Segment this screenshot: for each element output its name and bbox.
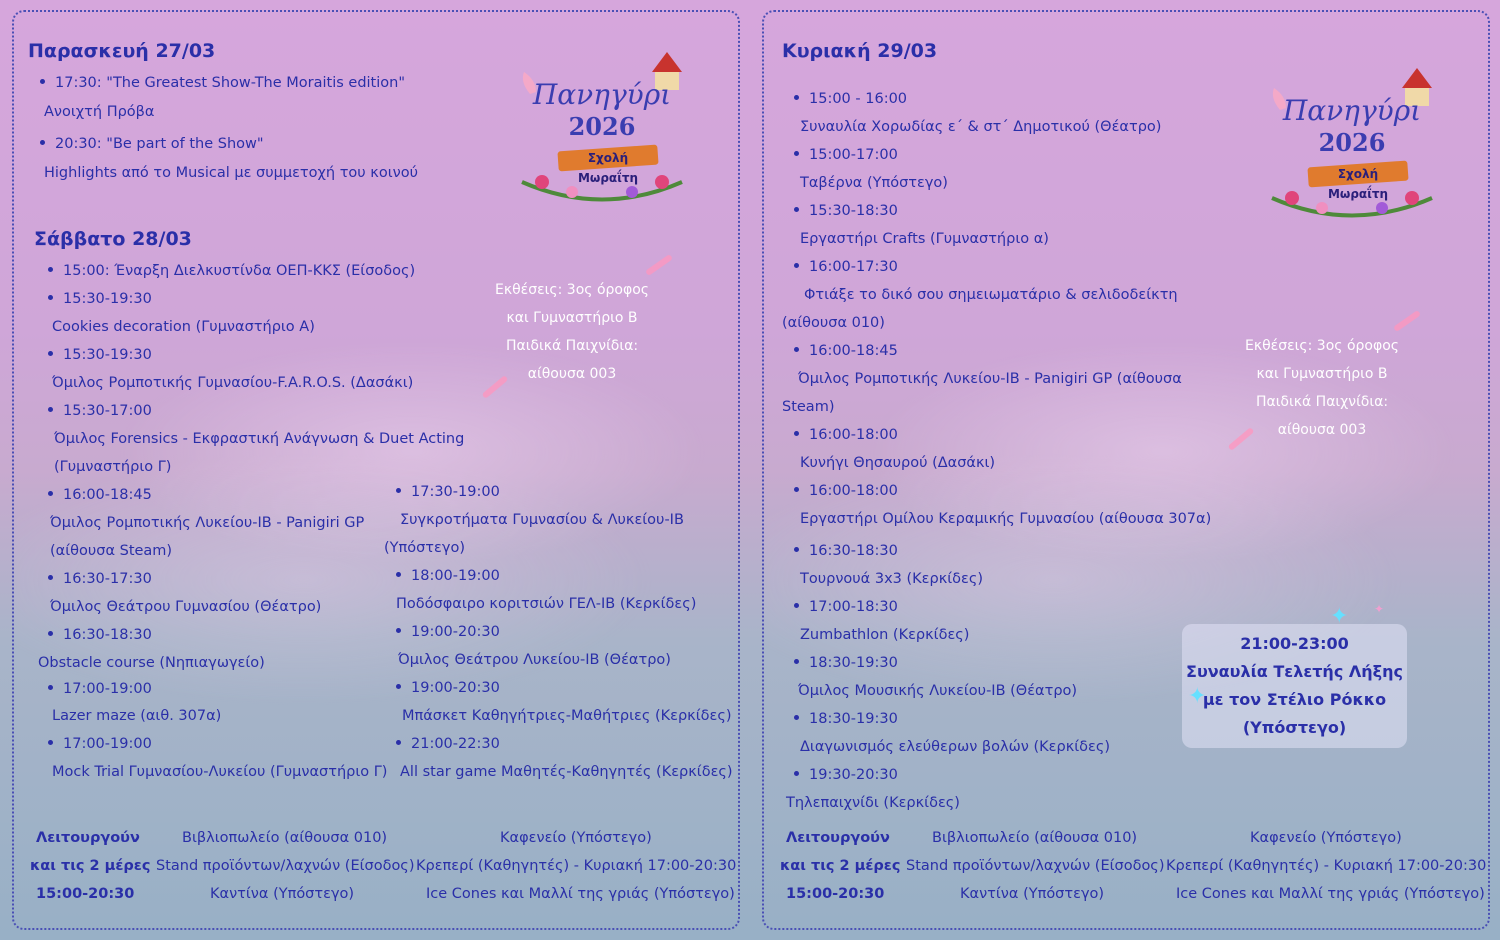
concert-time: 21:00-23:00 (1240, 634, 1349, 653)
logo-year: 2026 (1318, 128, 1386, 157)
festival-logo (502, 42, 702, 202)
footer-hours-3: 15:00-20:30 (786, 886, 885, 902)
list-item-desc: Highlights από το Musical με συμμετοχή του κοινού (44, 165, 418, 181)
list-item-desc: Εργαστήρι Crafts (Γυμναστήριο α) (800, 231, 1049, 247)
list-item: 21:00-22:30 (396, 735, 500, 753)
list-item: 15:00-17:00 (794, 146, 898, 164)
bullet-icon (794, 347, 799, 352)
bullet-icon (794, 487, 799, 492)
footer-stand: Stand προϊόντων/λαχνών (Είσοδος) (906, 858, 1165, 874)
sparkle-icon: ✦ (1330, 604, 1349, 629)
list-item: 16:00-18:45 (48, 486, 152, 504)
bullet-icon (794, 547, 799, 552)
list-item-desc: Διαγωνισμός ελεύθερων βολών (Κερκίδες) (800, 739, 1111, 755)
list-item-desc: Cookies decoration (Γυμναστήριο Α) (52, 319, 315, 335)
list-item: 16:00-18:45 (794, 342, 898, 360)
list-item: 15:00: Έναρξη Διελκυστίνδα ΟΕΠ-ΚΚΣ (Είσοδος) (48, 262, 415, 280)
list-item-desc: Όμιλος Θεάτρου Γυμνασίου (Θέατρο) (50, 599, 322, 615)
concert-artist: με τον Στέλιο Ρόκκο (1202, 690, 1387, 709)
exhibitions-info: Εκθέσεις: 3ος όροφος και Γυμναστήριο Β Παιδικά Παιχνίδια: αίθουσα 003 (495, 282, 649, 382)
list-item-desc: (αίθουσα Steam) (50, 543, 173, 559)
bullet-icon (794, 603, 799, 608)
list-item: 16:00-18:00 (794, 482, 898, 500)
list-item-desc: Συγκροτήματα Γυμνασίου & Λυκείου-ΙΒ (400, 512, 684, 528)
footer-creperie: Κρεπερί (Καθηγητές) - Κυριακή 17:00-20:30 (416, 858, 737, 874)
bullet-icon (48, 685, 53, 690)
list-item: 15:30-18:30 (794, 202, 898, 220)
bullet-icon (48, 267, 53, 272)
bullet-icon (396, 628, 401, 633)
list-item-desc: Obstacle course (Νηπιαγωγείο) (38, 655, 265, 671)
logo-title: Πανηγύρι (532, 78, 672, 111)
list-item: 15:30-19:30 (48, 290, 152, 308)
list-item: 16:30-18:30 (48, 626, 152, 644)
list-item-desc: Μπάσκετ Καθηγήτριες-Μαθήτριες (Κερκίδες) (402, 708, 732, 724)
exhibitions-info: Εκθέσεις: 3ος όροφος και Γυμναστήριο Β Παιδικά Παιχνίδια: αίθουσα 003 (1245, 338, 1399, 438)
list-item: 19:30-20:30 (794, 766, 898, 784)
bullet-icon (794, 715, 799, 720)
bullet-icon (48, 295, 53, 300)
footer-stand: Stand προϊόντων/λαχνών (Είσοδος) (156, 858, 415, 874)
list-item-desc: All star game Μαθητές-Καθηγητές (Κερκίδες) (400, 764, 733, 780)
list-item: 20:30: "Be part of the Show" (40, 135, 264, 153)
footer-bookstore: Βιβλιοπωλείο (αίθουσα 010) (932, 830, 1138, 846)
footer-hours-1: Λειτουργούν (786, 830, 890, 846)
bullet-icon (48, 407, 53, 412)
list-item: 18:30-19:30 (794, 654, 898, 672)
decor-swoosh (1393, 310, 1421, 332)
footer-creperie: Κρεπερί (Καθηγητές) - Κυριακή 17:00-20:30 (1166, 858, 1487, 874)
bullet-icon (48, 351, 53, 356)
bullet-icon (48, 740, 53, 745)
footer-hours-2: και τις 2 μέρες (30, 858, 151, 874)
festival-logo (1252, 58, 1452, 218)
list-item-desc: Συναυλία Χορωδίας ε΄ & στ΄ Δημοτικού (Θέατρο) (800, 119, 1162, 135)
bullet-icon (396, 740, 401, 745)
list-item-desc: Ανοιχτή Πρόβα (44, 104, 155, 120)
bullet-icon (794, 207, 799, 212)
list-item-desc: Όμιλος Θεάτρου Λυκείου-ΙΒ (Θέατρο) (398, 652, 671, 668)
bullet-icon (794, 95, 799, 100)
list-item: 18:00-19:00 (396, 567, 500, 585)
list-item-desc: Lazer maze (αιθ. 307α) (52, 708, 222, 724)
bullet-icon (794, 771, 799, 776)
logo-year: 2026 (568, 112, 636, 141)
saturday-title: Σάββατο 28/03 (34, 228, 192, 250)
list-item: 17:00-19:00 (48, 735, 152, 753)
list-item-desc: Mock Trial Γυμνασίου-Λυκείου (Γυμναστήριο Γ) (52, 764, 388, 780)
list-item: 17:30-19:00 (396, 483, 500, 501)
list-item: 17:00-19:00 (48, 680, 152, 698)
list-item: 16:30-18:30 (794, 542, 898, 560)
footer-ice-cones: Ice Cones και Μαλλί της γριάς (Υπόστεγο) (1176, 886, 1485, 902)
list-item-desc: Όμιλος Μουσικής Λυκείου-ΙΒ (Θέατρο) (798, 683, 1078, 699)
list-item: 16:00-17:30 (794, 258, 898, 276)
list-item-desc: Ταβέρνα (Υπόστεγο) (800, 175, 948, 191)
list-item-desc: Όμιλος Ρομποτικής Λυκείου-ΙΒ - Panigiri GP (αίθουσα (798, 371, 1182, 387)
footer-canteen: Καντίνα (Υπόστεγο) (960, 886, 1105, 902)
bullet-icon (48, 631, 53, 636)
right-panel (762, 10, 1490, 930)
list-item-desc: Zumbathlon (Κερκίδες) (800, 627, 970, 643)
bullet-icon (40, 140, 45, 145)
list-item-desc: (αίθουσα 010) (782, 315, 885, 331)
bullet-icon (396, 684, 401, 689)
friday-title: Παρασκευή 27/03 (28, 40, 216, 62)
footer-bookstore: Βιβλιοπωλείο (αίθουσα 010) (182, 830, 388, 846)
list-item-desc: Κυνήγι Θησαυρού (Δασάκι) (800, 455, 996, 471)
footer-hours-3: 15:00-20:30 (36, 886, 135, 902)
list-item-desc: (Υπόστεγο) (384, 540, 465, 556)
bullet-icon (48, 491, 53, 496)
sparkle-icon: ✦ (1188, 684, 1207, 709)
concert-title: Συναυλία Τελετής Λήξης (1186, 662, 1403, 681)
list-item-desc: (Γυμναστήριο Γ) (54, 459, 172, 475)
bullet-icon (794, 151, 799, 156)
bullet-icon (794, 263, 799, 268)
sunday-title: Κυριακή 29/03 (782, 40, 938, 62)
list-item: 19:00-20:30 (396, 679, 500, 697)
list-item-desc: Όμιλος Ρομποτικής Λυκείου-ΙΒ - Panigiri GP (50, 515, 365, 531)
bullet-icon (794, 659, 799, 664)
footer-hours-1: Λειτουργούν (36, 830, 140, 846)
list-item-desc: Όμιλος Forensics - Εκφραστική Ανάγνωση & Duet Acting (54, 431, 465, 447)
closing-concert-box (1182, 624, 1407, 748)
sparkle-icon: ✦ (1374, 602, 1385, 616)
logo-title: Πανηγύρι (1282, 94, 1422, 127)
list-item-desc: Steam) (782, 399, 835, 415)
list-item: 15:00 - 16:00 (794, 90, 907, 108)
logo-banner: Σχολή Μωραΐτη (1327, 167, 1389, 201)
list-item: 19:00-20:30 (396, 623, 500, 641)
footer-cafe: Καφενείο (Υπόστεγο) (1250, 830, 1402, 846)
bullet-icon (40, 79, 45, 84)
decor-swoosh (645, 254, 673, 276)
list-item: 17:00-18:30 (794, 598, 898, 616)
bullet-icon (396, 572, 401, 577)
footer-cafe: Καφενείο (Υπόστεγο) (500, 830, 652, 846)
list-item-desc: Τηλεπαιχνίδι (Κερκίδες) (786, 795, 960, 811)
list-item: 18:30-19:30 (794, 710, 898, 728)
concert-venue: (Υπόστεγο) (1242, 718, 1347, 737)
list-item: 16:00-18:00 (794, 426, 898, 444)
list-item-desc: Τουρνουά 3x3 (Κερκίδες) (800, 571, 984, 587)
list-item: 16:30-17:30 (48, 570, 152, 588)
left-panel (12, 10, 740, 930)
list-item: 17:30: "The Greatest Show-The Moraitis edition" (40, 74, 405, 92)
bullet-icon (794, 431, 799, 436)
footer-canteen: Καντίνα (Υπόστεγο) (210, 886, 355, 902)
bullet-icon (396, 488, 401, 493)
footer-hours-2: και τις 2 μέρες (780, 858, 901, 874)
list-item-desc: Όμιλος Ρομποτικής Γυμνασίου-F.A.R.O.S. (Δασάκι) (52, 375, 414, 391)
logo-banner: Σχολή Μωραΐτη (577, 151, 639, 185)
list-item-desc: Φτιάξε το δικό σου σημειωματάριο & σελιδοδείκτη (804, 287, 1178, 303)
list-item-desc: Εργαστήρι Ομίλου Κεραμικής Γυμνασίου (αίθουσα 307α) (800, 511, 1212, 527)
bullet-icon (48, 575, 53, 580)
list-item-desc: Ποδόσφαιρο κοριτσιών ΓΕΛ-ΙΒ (Κερκίδες) (396, 596, 697, 612)
list-item: 15:30-19:30 (48, 346, 152, 364)
footer-ice-cones: Ice Cones και Μαλλί της γριάς (Υπόστεγο) (426, 886, 735, 902)
list-item: 15:30-17:00 (48, 402, 152, 420)
